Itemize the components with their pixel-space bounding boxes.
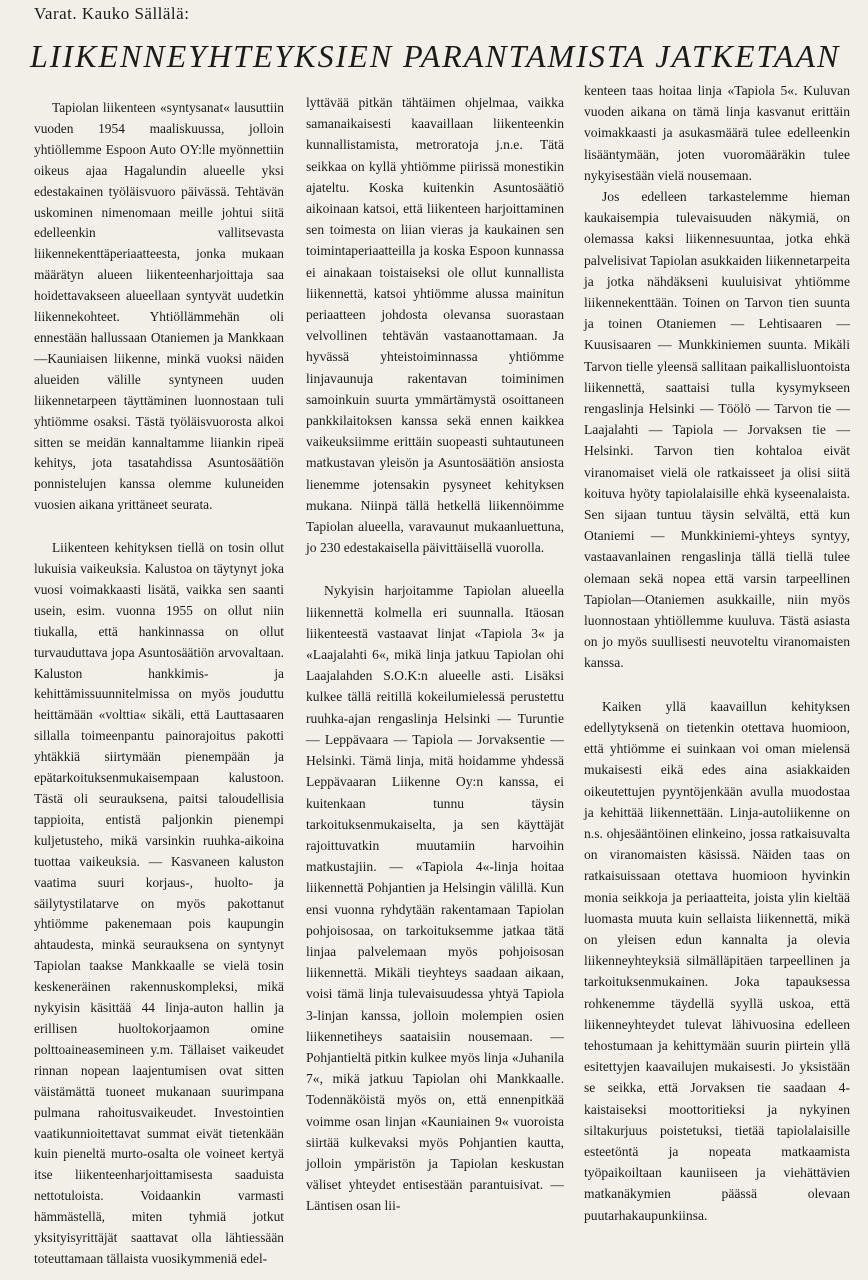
paragraph: kenteen taas hoitaa linja «Tapiola 5«. Kuluvan vuoden aikana on tämä linja kasvanut erittäin voimakkaasti ja asukasmäärä tulee edelleenkin lisääntymään, joten vuoromääräkin tulee nykyisestään vielä nousemaan. [584, 83, 850, 183]
paragraph: Liikenteen kehityksen tiellä on tosin ollut lukuisia vaikeuksia. Kalustoa on täytynyt joka vuosi voimakkaasti lisätä, vaikka sen saanti usein, esim. vuonna 1955 on ollut niin tiukalla, että hankinnassa on ollut turvauduttava jopa Asuntosäätiön arvovaltaan. Kaluston hankkimis- ja kehittämissuunnitelmissa on myös jouduttu heittämään «volttia« sikäli, että Lauttasaaren sillalla toimeenpantu painorajoitus pakotti yhtäkkiä siirtymään pienempään ja epätarkoituksenmukaisempaan kalustoon. Tästä oli seurauksena, paitsi taloudellisia tappioita, entistä paljonkin pienempi kuljetusteho, mikä varsinkin ruuhka-aikoina tuottaa vaikeuksia. — Kasvaneen kaluston vaatima suuri korjaus-, huolto- ja säilytystilatarve on myös pakottanut yhtiömme pakenemaan pois kaupungin ahtaudesta, minkä seurauksena on syntynyt Tapiolan taakse Mankkaalle se vielä tosin keskeneräinen rakennuskompleksi, mikä nykyisin käsittää 44 linja-auton hallin ja erillisen huoltokorjaamon omine polttoaineasemineen y.m. Tällaiset vaikeudet rinnan nopean laajentumisen ovat sitten väistämättä tuoneet mukanaan suurimpana pulmana rahoitusvaikeudet. Investointien vaatikunnioitettavat summat eivät tietenkään kuin pieneltä murto-osalta ole voineet kertyä itse liikenteenharjoittamisesta saaduista nettotuloista. Voidaankin varmasti hämmästellä, miten tyhmiä jotkut yksityisyrittäjät saattavat olla lähtiessään toteuttamaan tällaista vuosikymmeniä edel- [34, 540, 284, 1266]
text-column-2 [306, 92, 564, 1217]
author-byline: Varat. Kauko Sällälä: [34, 4, 190, 23]
article-title: LIIKENNEYHTEYKSIEN PARANTAMISTA JATKETAAN [30, 38, 841, 74]
paragraph: Tapiolan liikenteen «syntysanat« lausuttiin vuoden 1954 maaliskuussa, jolloin yhtiöllemme Espoon Auto OY:lle myönnettiin oikeus ajaa Hagalundin alueelle yksi edestakainen työläisvuoro päivässä. Tehtävän uskominen nimenomaan meille johtui siitä edelleenkin vallitsevasta liikennekenttäperiaatteesta, jonka mukaan määrätyn alueen liikenteenharjoittaja saa hoidettavakseen alueellaan syntyvät uudetkin liikennekohteet. Yhtiöllämmehän oli ennestään hallussaan Otaniemen ja Mankkaan—Kauniaisen liikenne, minkä vuoksi näiden alueiden välille syntyneen uuden liikennetarpeen täyttäminen luonnostaan tuli yhtiömme osaksi. Tästä työläisvuorosta alkoi sitten se meidän kannaltamme liiankin ripeä kehitys, jota tasatahdissa Asuntosäätiön ponnistelujen kanssa olemme kuluneiden vuosien aikana yrittäneet seurata. [34, 100, 284, 513]
paragraph: Kaiken yllä kaavaillun kehityksen edellytyksenä on tietenkin otettava huomioon, että yhtiömme ei suinkaan voi oman mielensä mukaisesti eikä edes aina asiakkaiden oikeutettujen pyyntöjenkään avulla muodostaa ja kehittää liikennettään. Linja-autoliikenne on n.s. ohjesääntöinen elinkeino, jossa ratkaisuvalta on viranomaisten käsissä. Näiden taas on ratkaisuissaan otettava huomioon hyvinkin monia seikkoja ja periaatteita, joista ylin kieltää luomasta muuta kuin sellaista liikennettä, mikä on yleisen edun kannalta ja olevia liikenneyhteyksiä silmälläpitäen tarpeellinen ja tarkoituksenmukainen. Joka tapauksessa rohkenemme täydellä syyllä uskoa, että liikenneyhteydet tulevat lähivuosina edelleen tehostumaan ja kehittymään suurin piirtein yllä esitettyjen kaavailujen mukaisesti. Jo yksistään se seikka, että Jorvaksen tie saadaan 4-kaistaiseksi moottoritieksi ja nykyinen siltakurjuus poistetuksi, tietää tapiolalaisille esteetöntä ja nopeata matkaamista työpaikoiltaan kauniiseen ja viehättävien matkanäkymien päässä olevaan puutarhakaupunkiinsa. [584, 698, 850, 1223]
paragraph: Jos edelleen tarkastelemme hieman kaukaisempia tulevaisuuden näkymiä, on olemassa kaksi liikennesuuntaa, jotka ehkä palvelisivat Tapiolan asukkaiden liikennetarpeita ja jotka nähdäkseni kuuluisivat yhtiömme liikennekenttään. Toinen on Tarvon tien suunta ja toinen Otaniemen — Lehtisaaren — Kuusisaaren — Munkkiniemen suunta. Mikäli Tarvon tielle yleensä sallitaan paikallisluontoista liikennettä, saattaisi tulla kysymykseen rengaslinja Helsinki — Töölö — Tarvon tie — Laajalahti — Tapiola — Jorvaksen tie — Helsinki. Tarvon tien kohtaloa eivät viranomaiset vielä ole ratkaisseet ja olisi siitä koituva hyöty tapiolalaisille ehkä kyseenalaista. Sen sijaan tuntuu täysin selvältä, että kun Otaniemi — Munkkiniemi-yhteys syntyy, vastaavanlainen rengaslinja tällä tiellä tulee olemaan sekä nopea että varsin tarpeellinen Tapiolan—Otaniemen asukkaille, niin myös luonnostaan yhtiöllemme kuuluva. Tästä asiasta on jo myös suullisesti neuvoteltu viranomaisten kanssa. [584, 189, 850, 671]
paragraph: Nykyisin harjoitamme Tapiolan alueella liikennettä kolmella eri suunnalla. Itäosan liikenteestä vastaavat linjat «Tapiola 3« ja «Laajalahti 6«, mikä linja jatkuu Tapiolan ohi Laajalahden S.O.K:n alueelle asti. Lisäksi kulkee tällä reitillä kokeilumielessä perustettu ruuhka-ajan rengaslinja Helsinki — Turuntie — Leppävaara — Tapiola — Jorvaksentie — Helsinki. Tämä linja, mitä hoidamme yhdessä Leppävaaran Liikenne Oy:n kanssa, ei kuitenkaan tunnu täysin tarkoituksenmukaiselta, ja sen käyttäjät rajoittuvatkin muutamiin harvoihin matkustajiin. — «Tapiola 4«-linja hoitaa liikennettä Pohjantien ja Helsingin välillä. Kun ensi vuonna ryhdytään rakentamaan Tapiolan pohjoisosaa, on tarkoituksemme jatkaa tätä linjaa palvelemaan myös pohjoisosan liikennettä. Mikäli tieyhteys saadaan aikaan, voisi tämä linja tulevaisuudessa yhtyä Tapiola 3-linjan kanssa, jolloin molempien osien liikennetiheys saataisiin nousemaan. — Pohjantieltä pitkin kulkee myös linja «Juhanila 7«, mikä jatkuu Tapiolan ohi Mankkaalle. Todennäköistä myös on, että ennenpitkää voimme osan linjan «Kauniainen 9« vuoroista siirtää kulkevaksi myös Pohjantien kautta, jolloin ympäristön ja Tapiolan keskustan väliset yhteydet entisestään parantuisivat. — Läntisen osan lii- [306, 583, 564, 1214]
text-column-3 [584, 80, 850, 1226]
paragraph: lyttävää pitkän tähtäimen ohjelmaa, vaikka samanaikaisesti kaavaillaan liikenteenkin kunnallistamista, metroratoja j.n.e. Tätä seikkaa on kyllä yhtiömme piirissä monestikin ajateltu. Koska kuitenkin Asuntosäätiö aikoinaan katsoi, että liikenteen harjoittaminen sen toimesta on liian vieras ja kaukainen sen toimintaperiaatteilla ja koska Espoon kunnassa ei ainakaan toistaiseksi ole ollut kunnallista liikennettä, katsoi yhtiömme alussa mainitun periaatteen johdosta olevansa suorastaan velvollinen tehtävän vastaanottamaan. Ja hyvässä yhteistoiminnassa yhtiömme linjavaunuja rakentavan toiminimen samoinkuin suurta ymmärtämystä osoittaneen pankkilaitoksen kanssa sekä ennen kaikkea vaikeuksiimme erittäin suopeasti suhtautuneen matkustavan yleisön ja Asuntosäätiön ansiosta lienemme jotensakin pysyneet kehityksen mukana. Niinpä tällä hetkellä liikennöimme Tapiolan alueella, varavaunut mukaanluettuna, jo 230 edestakaisella päivittäisellä vuorolla. [306, 95, 564, 556]
text-column-1 [34, 98, 284, 1270]
